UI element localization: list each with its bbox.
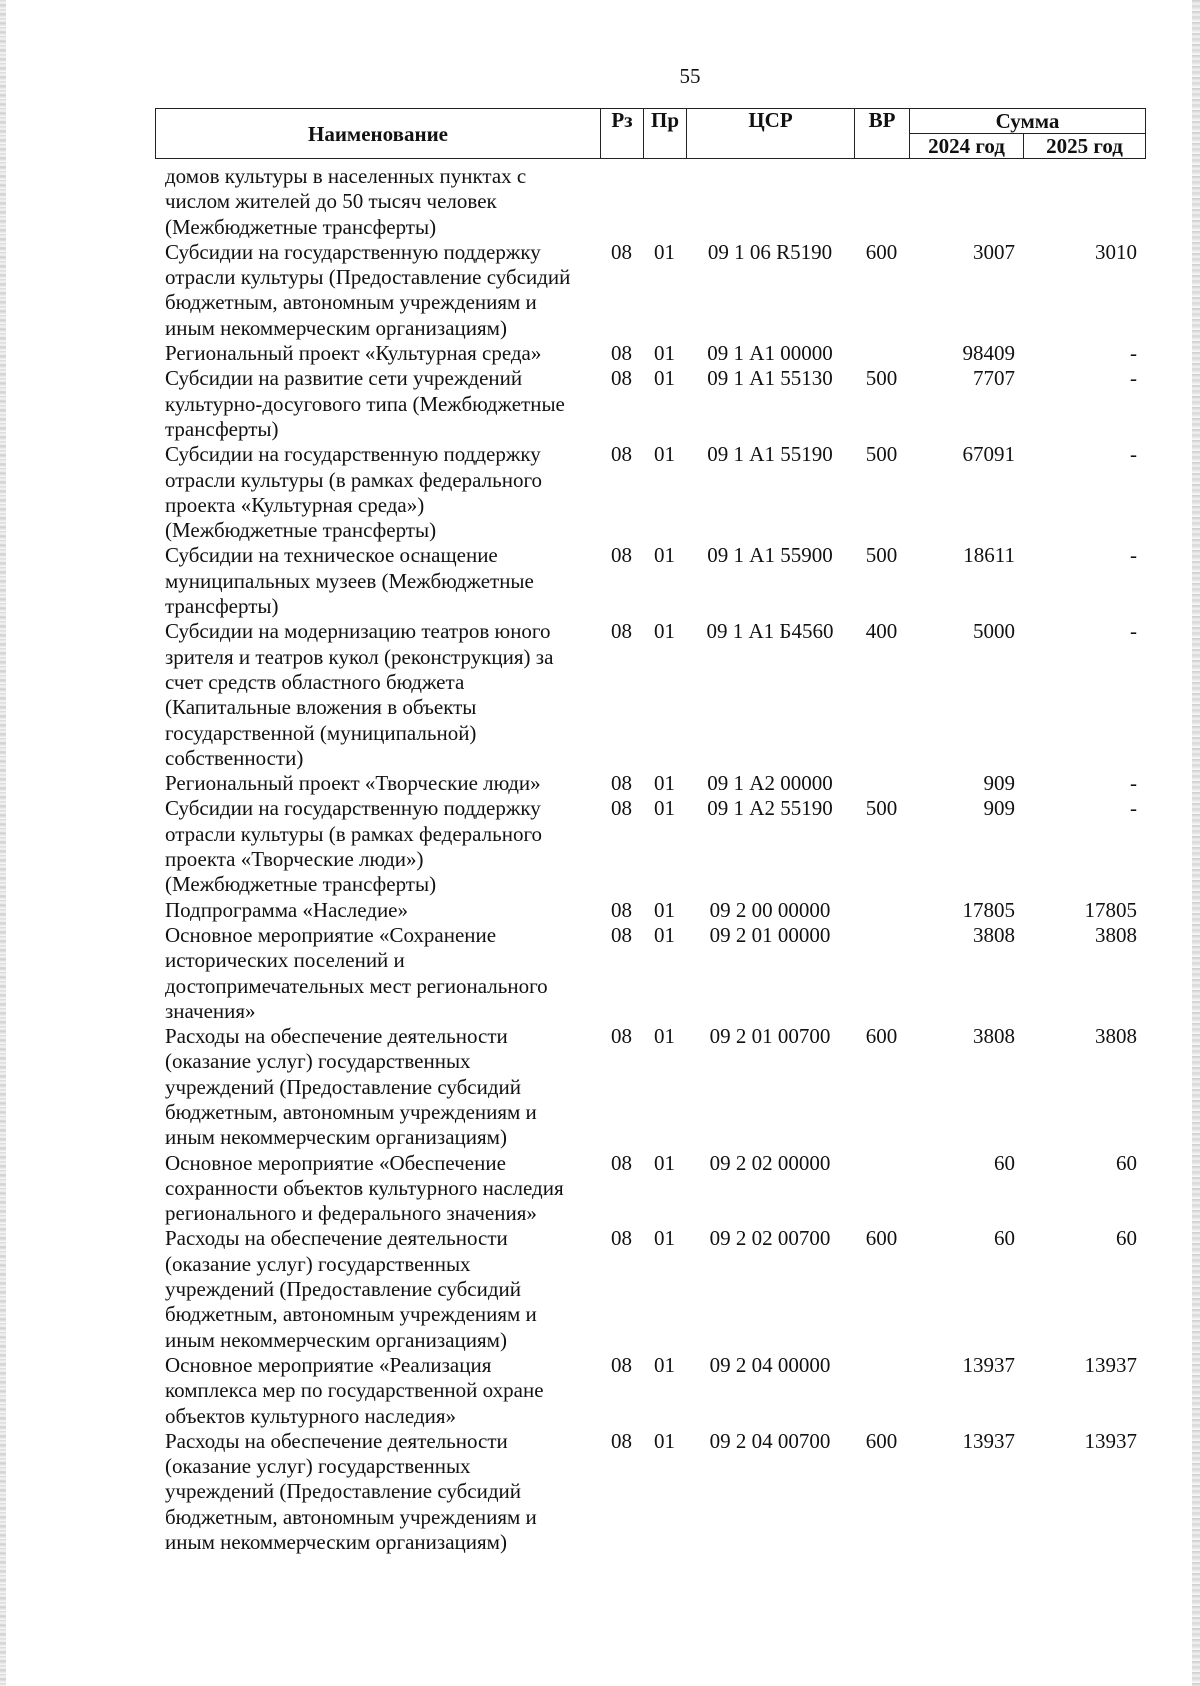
row-pr: 01 xyxy=(654,239,675,264)
row-csr: 09 1 А2 00000 xyxy=(707,771,833,796)
table-row xyxy=(155,1024,1145,1150)
row-sum-2024: 7707 xyxy=(973,366,1015,391)
row-pr: 01 xyxy=(654,543,675,568)
row-name-line: муниципальных музеев (Межбюджетные xyxy=(165,568,534,593)
row-sum-2024: 909 xyxy=(983,771,1015,796)
row-name-line: иным некоммерческим организациям) xyxy=(165,1327,507,1352)
row-sum-2024: 60 xyxy=(994,1150,1015,1175)
row-sum-2025: 60 xyxy=(1116,1150,1137,1175)
row-sum-2025: - xyxy=(1130,442,1137,467)
row-rz: 08 xyxy=(611,1024,632,1049)
row-name-line: регионального и федерального значения» xyxy=(165,1201,537,1226)
row-sum-2024: 17805 xyxy=(962,897,1015,922)
row-name-line: (оказание услуг) государственных xyxy=(165,1049,471,1074)
row-name-line: иным некоммерческим организациям) xyxy=(165,1530,507,1555)
row-csr: 09 1 06 R5190 xyxy=(707,239,833,264)
row-name-line: государственной (муниципальной) xyxy=(165,720,477,745)
row-rz: 08 xyxy=(611,1150,632,1175)
row-csr: 09 2 00 00000 xyxy=(709,897,831,922)
row-csr: 09 2 02 00000 xyxy=(709,1150,831,1175)
row-name-line: отрасли культуры (Предоставление субсидий xyxy=(165,265,571,290)
row-name-line: числом жителей до 50 тысяч человек xyxy=(165,189,497,214)
row-pr: 01 xyxy=(654,796,675,821)
row-rz: 08 xyxy=(611,543,632,568)
header-rz: Рз xyxy=(601,109,644,159)
row-name-line: учреждений (Предоставление субсидий xyxy=(165,1479,522,1504)
row-csr: 09 2 04 00700 xyxy=(709,1428,831,1453)
row-pr: 01 xyxy=(654,442,675,467)
row-name-line: иным некоммерческим организациям) xyxy=(165,1125,507,1150)
row-name-line: бюджетным, автономным учреждениям и xyxy=(165,1504,537,1529)
row-pr: 01 xyxy=(654,922,675,947)
row-rz: 08 xyxy=(611,366,632,391)
header-year-2024: 2024 год xyxy=(910,134,1024,159)
table-row xyxy=(155,771,1145,796)
row-rz: 08 xyxy=(611,239,632,264)
row-sum-2024: 3808 xyxy=(973,1024,1015,1049)
header-sum: Сумма xyxy=(910,109,1146,134)
row-name-line: Расходы на обеспечение деятельности xyxy=(165,1428,508,1453)
row-name-line: (Капитальные вложения в объекты xyxy=(165,695,477,720)
table-row xyxy=(155,240,1145,341)
row-vr: 500 xyxy=(865,543,898,568)
header-name: Наименование xyxy=(156,109,601,159)
row-name-line: Расходы на обеспечение деятельности xyxy=(165,1226,508,1251)
row-csr xyxy=(686,164,854,240)
row-vr: 500 xyxy=(865,796,898,821)
table-row xyxy=(155,619,1145,771)
row-name xyxy=(155,923,600,1024)
row-name xyxy=(155,366,600,442)
row-vr xyxy=(854,898,909,923)
row-name-line: (Межбюджетные трансферты) xyxy=(165,518,437,543)
row-name-line: проекта «Творческие люди») xyxy=(165,847,424,872)
row-sum-2025: - xyxy=(1130,341,1137,366)
row-vr xyxy=(854,1151,909,1227)
row-csr: 09 1 А1 55900 xyxy=(707,543,833,568)
row-csr: 09 1 А2 55190 xyxy=(707,796,833,821)
row-rz: 08 xyxy=(611,442,632,467)
row-name xyxy=(155,341,600,366)
row-sum-2024: 3808 xyxy=(973,922,1015,947)
table-row xyxy=(155,1226,1145,1352)
row-name-line: исторических поселений и xyxy=(165,948,405,973)
row-name-line: зрителя и театров кукол (реконструкция) за xyxy=(165,644,554,669)
row-vr: 600 xyxy=(865,1024,898,1049)
row-sum-2025: 3010 xyxy=(1095,239,1137,264)
row-sum-2025: 3808 xyxy=(1095,1024,1137,1049)
row-sum-2024: 13937 xyxy=(962,1352,1015,1377)
table-row xyxy=(155,923,1145,1024)
row-sum-2025: - xyxy=(1130,619,1137,644)
row-vr: 500 xyxy=(865,366,898,391)
row-rz: 08 xyxy=(611,796,632,821)
row-pr: 01 xyxy=(654,1428,675,1453)
row-pr: 01 xyxy=(654,619,675,644)
row-name-line: собственности) xyxy=(165,745,304,770)
row-pr: 01 xyxy=(654,897,675,922)
row-sum-2025: 3808 xyxy=(1095,922,1137,947)
row-vr xyxy=(854,1353,909,1429)
row-name-line: Основное мероприятие «Обеспечение xyxy=(165,1150,506,1175)
row-sum-2025 xyxy=(1023,164,1145,240)
row-name-line: Расходы на обеспечение деятельности xyxy=(165,1024,508,1049)
row-name-line: (Межбюджетные трансферты) xyxy=(165,214,437,239)
row-name-line: Субсидии на государственную поддержку xyxy=(165,796,541,821)
row-rz: 08 xyxy=(611,922,632,947)
row-sum-2024: 18611 xyxy=(963,543,1015,568)
row-vr: 400 xyxy=(865,619,898,644)
row-name-line: трансферты) xyxy=(165,416,279,441)
row-name-line: комплекса мер по государственной охране xyxy=(165,1378,544,1403)
row-name-line: сохранности объектов культурного наследия xyxy=(165,1175,564,1200)
table-row xyxy=(155,366,1145,442)
table-row xyxy=(155,1353,1145,1429)
row-name-line: Основное мероприятие «Реализация xyxy=(165,1352,492,1377)
row-vr xyxy=(854,771,909,796)
table-row xyxy=(155,898,1145,923)
row-pr: 01 xyxy=(654,1024,675,1049)
row-rz: 08 xyxy=(611,771,632,796)
header-pr: Пр xyxy=(644,109,687,159)
table-body xyxy=(155,164,1145,1555)
row-rz xyxy=(600,164,643,240)
row-pr xyxy=(643,164,686,240)
row-name xyxy=(155,796,600,897)
row-sum-2024: 909 xyxy=(983,796,1015,821)
scan-edge-left xyxy=(0,0,6,1686)
row-name-line: Подпрограмма «Наследие» xyxy=(165,897,408,922)
row-name-line: иным некоммерческим организациям) xyxy=(165,315,507,340)
row-name-line: Региональный проект «Культурная среда» xyxy=(165,341,542,366)
row-pr: 01 xyxy=(654,341,675,366)
row-name-line: Субсидии на развитие сети учреждений xyxy=(165,366,523,391)
row-vr xyxy=(854,341,909,366)
row-name xyxy=(155,1353,600,1429)
table-row xyxy=(155,341,1145,366)
row-rz: 08 xyxy=(611,897,632,922)
row-name xyxy=(155,898,600,923)
row-vr: 600 xyxy=(865,1226,898,1251)
row-name-line: Субсидии на модернизацию театров юного xyxy=(165,619,551,644)
table-row xyxy=(155,164,1145,240)
row-name-line: (оказание услуг) государственных xyxy=(165,1454,471,1479)
row-rz: 08 xyxy=(611,1428,632,1453)
scan-edge-right xyxy=(1192,0,1200,1686)
row-vr xyxy=(854,923,909,1024)
table-row xyxy=(155,543,1145,619)
header-vr: ВР xyxy=(855,109,910,159)
row-name-line: трансферты) xyxy=(165,594,279,619)
row-name-line: значения» xyxy=(165,998,256,1023)
row-vr: 600 xyxy=(865,239,898,264)
row-sum-2024 xyxy=(909,164,1023,240)
row-rz: 08 xyxy=(611,341,632,366)
row-rz: 08 xyxy=(611,1226,632,1251)
row-name-line: отрасли культуры (в рамках федерального xyxy=(165,467,543,492)
table-row xyxy=(155,442,1145,543)
row-sum-2025: - xyxy=(1130,366,1137,391)
row-csr: 09 1 А1 55130 xyxy=(707,366,833,391)
row-csr: 09 1 А1 55190 xyxy=(707,442,833,467)
row-name-line: учреждений (Предоставление субсидий xyxy=(165,1074,522,1099)
row-name-line: культурно-досугового типа (Межбюджетные xyxy=(165,391,565,416)
row-sum-2025: - xyxy=(1130,796,1137,821)
row-name-line: объектов культурного наследия» xyxy=(165,1403,457,1428)
row-sum-2024: 5000 xyxy=(973,619,1015,644)
row-name xyxy=(155,771,600,796)
row-rz: 08 xyxy=(611,1352,632,1377)
row-name-line: Региональный проект «Творческие люди» xyxy=(165,771,541,796)
row-name-line: Основное мероприятие «Сохранение xyxy=(165,922,497,947)
row-csr: 09 2 04 00000 xyxy=(709,1352,831,1377)
row-name-line: бюджетным, автономным учреждениям и xyxy=(165,290,537,315)
row-sum-2024: 60 xyxy=(994,1226,1015,1251)
row-name xyxy=(155,442,600,543)
table-row xyxy=(155,1151,1145,1227)
row-csr: 09 2 01 00700 xyxy=(709,1024,831,1049)
row-name-line: счет средств областного бюджета xyxy=(165,669,465,694)
row-name-line: (оказание услуг) государственных xyxy=(165,1251,471,1276)
row-name-line: Субсидии на государственную поддержку xyxy=(165,442,541,467)
row-name-line: проекта «Культурная среда») xyxy=(165,492,425,517)
row-pr: 01 xyxy=(654,1352,675,1377)
header-year-2025: 2025 год xyxy=(1024,134,1146,159)
row-pr: 01 xyxy=(654,366,675,391)
row-vr: 600 xyxy=(865,1428,898,1453)
row-pr: 01 xyxy=(654,1150,675,1175)
row-name-line: отрасли культуры (в рамках федерального xyxy=(165,821,543,846)
row-name xyxy=(155,1024,600,1150)
row-name-line: бюджетным, автономным учреждениям и xyxy=(165,1099,537,1124)
row-sum-2024: 13937 xyxy=(962,1428,1015,1453)
row-pr: 01 xyxy=(654,771,675,796)
row-name xyxy=(155,1151,600,1227)
row-name-line: Субсидии на техническое оснащение xyxy=(165,543,498,568)
row-csr: 09 1 А1 00000 xyxy=(707,341,833,366)
row-name-line: достопримечательных мест регионального xyxy=(165,973,548,998)
table-row xyxy=(155,796,1145,897)
budget-table xyxy=(155,164,1145,1555)
row-sum-2025: 13937 xyxy=(1084,1352,1137,1377)
row-name xyxy=(155,619,600,771)
row-sum-2025: 60 xyxy=(1116,1226,1137,1251)
row-sum-2024: 67091 xyxy=(962,442,1015,467)
row-sum-2024: 98409 xyxy=(962,341,1015,366)
row-rz: 08 xyxy=(611,619,632,644)
row-sum-2025: - xyxy=(1130,543,1137,568)
row-csr: 09 2 01 00000 xyxy=(709,922,831,947)
table-header xyxy=(155,108,1146,159)
row-vr: 500 xyxy=(865,442,898,467)
row-csr: 09 1 А1 Б4560 xyxy=(706,619,834,644)
row-pr: 01 xyxy=(654,1226,675,1251)
row-name-line: учреждений (Предоставление субсидий xyxy=(165,1277,522,1302)
row-name xyxy=(155,1226,600,1352)
row-vr xyxy=(854,164,909,240)
table-row xyxy=(155,1429,1145,1555)
header-csr: ЦСР xyxy=(687,109,855,159)
row-sum-2025: - xyxy=(1130,771,1137,796)
row-name-line: (Межбюджетные трансферты) xyxy=(165,872,437,897)
row-name xyxy=(155,240,600,341)
row-csr: 09 2 02 00700 xyxy=(709,1226,831,1251)
row-sum-2025: 17805 xyxy=(1084,897,1137,922)
row-name-line: бюджетным, автономным учреждениям и xyxy=(165,1302,537,1327)
row-sum-2025: 13937 xyxy=(1084,1428,1137,1453)
row-name-line: Субсидии на государственную поддержку xyxy=(165,239,541,264)
row-sum-2024: 3007 xyxy=(973,239,1015,264)
row-name xyxy=(155,1429,600,1555)
row-name xyxy=(155,543,600,619)
page-number: 55 xyxy=(679,64,701,88)
row-name xyxy=(155,164,600,240)
row-name-line: домов культуры в населенных пунктах с xyxy=(165,164,527,188)
